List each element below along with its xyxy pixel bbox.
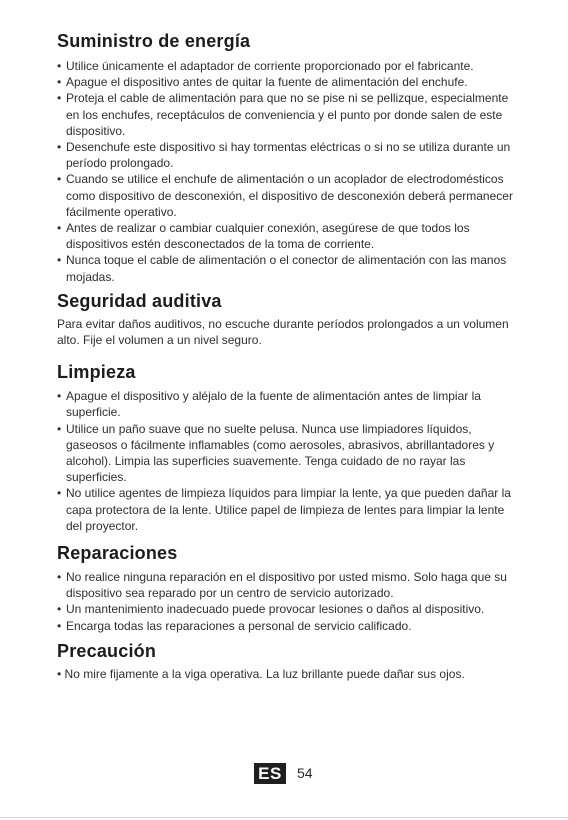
bullet-icon: • xyxy=(57,389,62,404)
section-hearing-safety xyxy=(57,290,517,348)
bullet-icon: • xyxy=(57,486,62,501)
section-power-supply xyxy=(57,30,517,285)
page-number: 54 xyxy=(297,765,313,781)
hearing-safety-text: Para evitar daños auditivos, no escuche durante períodos prolongados a un volumen alto. Fije el volumen a un nivel seguro. xyxy=(57,316,509,348)
list-item: • Un mantenimiento inadecuado puede provocar lesiones o daños al dispositivo. xyxy=(57,602,485,617)
section-title-caution: Precaución xyxy=(57,640,157,661)
manual-page xyxy=(57,30,517,682)
list-item: • Cuando se utilice el enchufe de alimentación o un acoplador de electrodomésticos como dispositivo de desconexión, el dispositivo de desconexión deberá permanecer fácilmente operativo. xyxy=(57,172,513,219)
bullet-icon: • xyxy=(57,618,62,633)
bullet-icon: • xyxy=(57,59,62,73)
bullet-icon: • xyxy=(57,253,62,268)
list-item: • Nunca toque el cable de alimentación o el conector de alimentación con las manos mojadas. xyxy=(57,253,507,284)
page-footer xyxy=(0,763,568,785)
list-item: • No realice ninguna reparación en el dispositivo por usted mismo. Solo haga que su dispositivo sea reparado por un centro de servicio autorizado. xyxy=(57,570,507,601)
bullet-icon: • xyxy=(57,172,62,187)
section-title-hearing-safety: Seguridad auditiva xyxy=(57,290,222,311)
bullet-icon: • xyxy=(57,75,62,90)
section-caution xyxy=(57,640,517,682)
section-cleaning xyxy=(57,361,517,534)
list-item: • Encarga todas las reparaciones a personal de servicio calificado. xyxy=(57,618,412,633)
list-item: • Utilice únicamente el adaptador de corriente proporcionado por el fabricante. xyxy=(57,59,474,73)
bullet-icon: • xyxy=(57,221,62,236)
section-title-power-supply: Suministro de energía xyxy=(57,31,251,51)
list-item: • Antes de realizar o cambiar cualquier conexión, asegúrese de que todos los dispositivos estén desconectados de la toma de corriente. xyxy=(57,221,470,252)
bullet-icon: • xyxy=(57,602,62,617)
bullet-icon: • xyxy=(57,421,62,436)
list-item: • Proteja el cable de alimentación para que no se pise ni se pellizque, especialmente en los enchufes, receptáculos de conveniencia y el punto por donde salen de este dispositivo. xyxy=(57,91,509,138)
page-bottom-divider xyxy=(0,817,568,818)
list-item: • Desenchufe este dispositivo si hay tormentas eléctricas o si no se utiliza durante un período prolongado. xyxy=(57,140,511,171)
section-title-cleaning: Limpieza xyxy=(57,362,136,383)
bullet-icon: • xyxy=(57,140,62,155)
bullet-icon: • xyxy=(57,91,62,106)
list-item: • Apague el dispositivo antes de quitar la fuente de alimentación del enchufe. xyxy=(57,75,468,90)
list-item: • Apague el dispositivo y aléjalo de la fuente de alimentación antes de limpiar la superficie. xyxy=(57,389,481,420)
bullet-icon: • xyxy=(57,570,62,585)
list-item: • No mire fijamente a la viga operativa. La luz brillante puede dañar sus ojos. xyxy=(57,666,465,681)
list-item: • No utilice agentes de limpieza líquidos para limpiar la lente, ya que pueden dañar la capa protectora de la lente. Utilice papel de limpieza de lentes para limpiar la lente del proyector. xyxy=(57,486,511,533)
power-supply-list xyxy=(57,58,517,285)
caution-list xyxy=(57,666,517,682)
section-title-repairs: Reparaciones xyxy=(57,543,178,564)
bullet-icon: • xyxy=(57,666,65,681)
cleaning-list xyxy=(57,388,517,534)
list-item: • Utilice un paño suave que no suelte pelusa. Nunca use limpiadores líquidos, gaseosos o fácilmente inflamables (como aerosoles, abrasivos, abrillantadores y alcohol). Limpia las superficies suavemente. Tenga cuidado de no rayar las superficies. xyxy=(57,421,495,485)
section-repairs xyxy=(57,542,517,634)
repairs-list xyxy=(57,569,517,634)
language-badge: ES xyxy=(254,763,286,784)
